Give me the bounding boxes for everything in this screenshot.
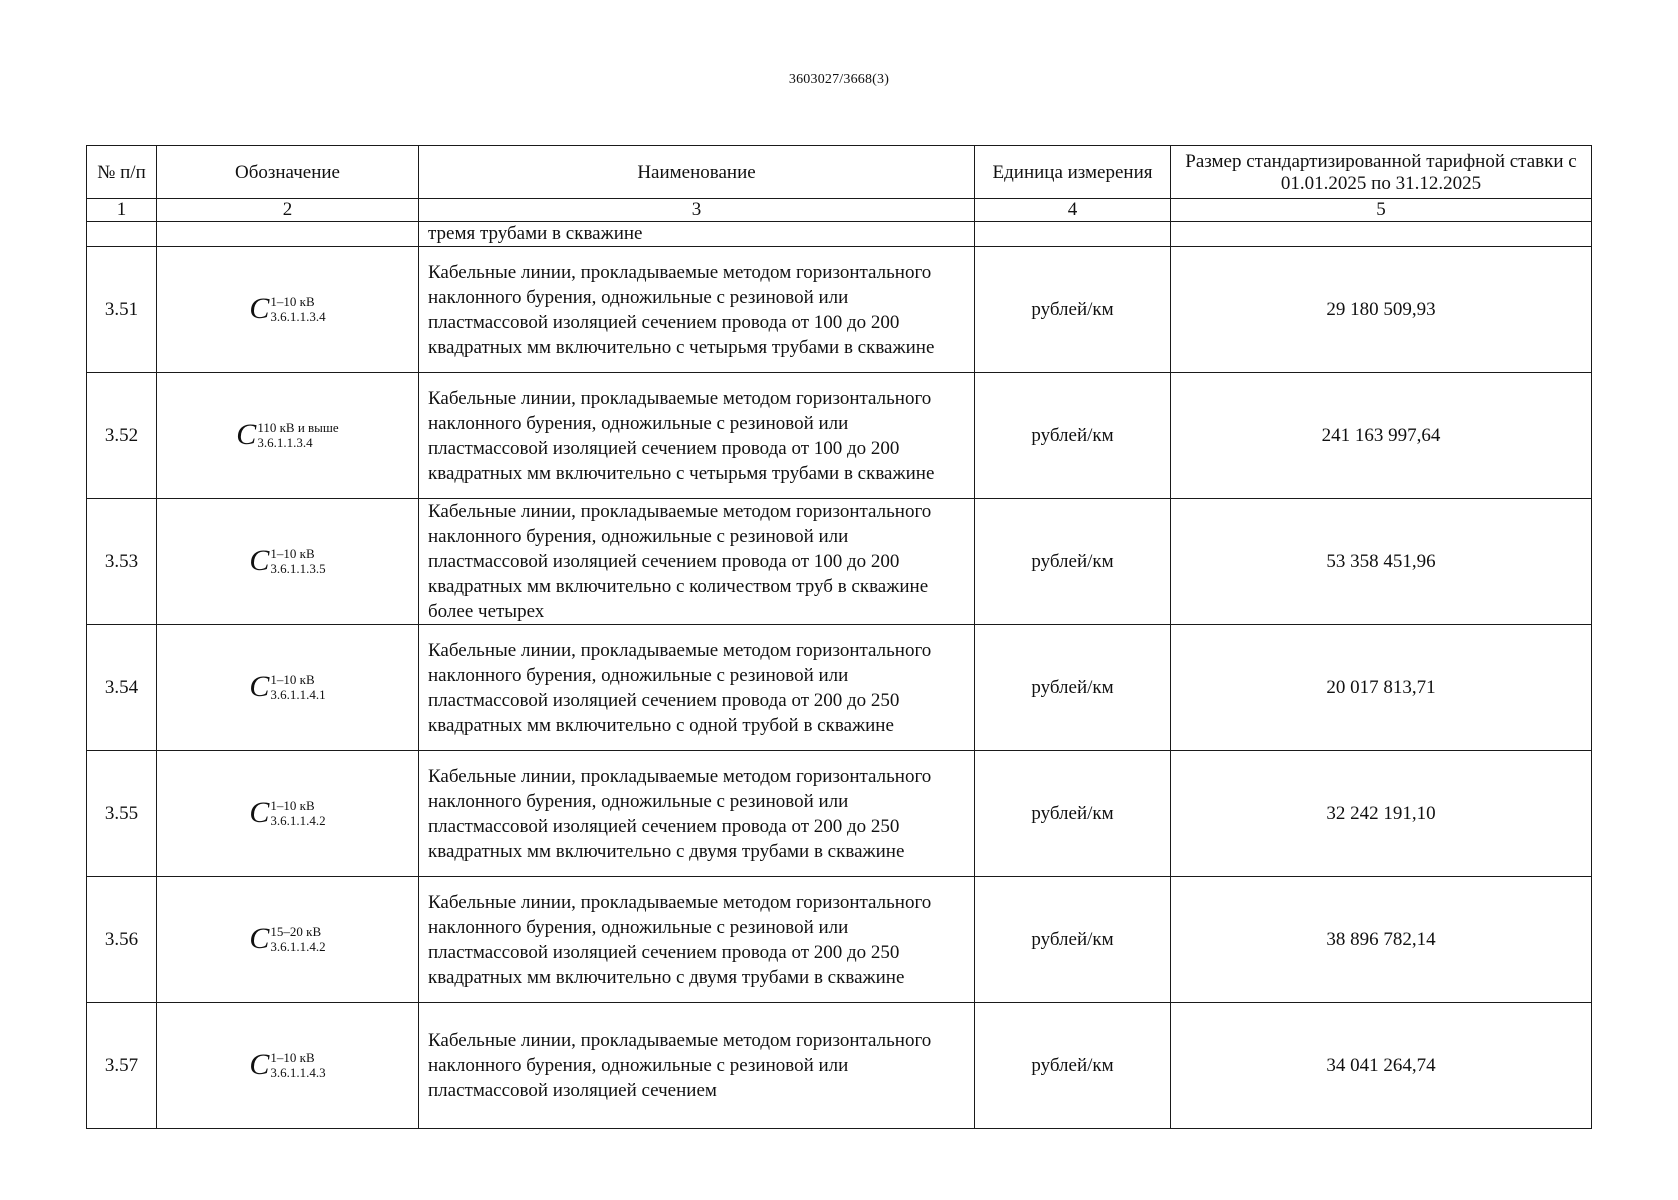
designation-superscript: 1–10 кВ: [270, 1050, 315, 1065]
row-unit: рублей/км: [975, 373, 1171, 499]
column-number: 4: [975, 199, 1171, 222]
row-unit: рублей/км: [975, 877, 1171, 1003]
designation-letter: C: [249, 1048, 270, 1081]
designation-code: [249, 1050, 325, 1080]
designation-subscript: 3.6.1.1.3.4: [257, 435, 313, 450]
tariff-table: [86, 145, 1592, 1129]
designation-subscript: 3.6.1.1.4.2: [270, 813, 326, 828]
row-number: 3.57: [87, 1003, 157, 1129]
designation-letter: C: [249, 796, 270, 829]
row-unit: рублей/км: [975, 499, 1171, 625]
table-row: [87, 751, 1592, 877]
row-number: 3.51: [87, 247, 157, 373]
row-name: Кабельные линии, прокладываемые методом горизонтального наклонного бурения, одножильные с резиновой или пластмассовой изоляцией сечением провода от 200 до 250 квадратных мм включительно с двумя трубами в скважине: [419, 751, 975, 877]
row-unit: рублей/км: [975, 751, 1171, 877]
row-name: Кабельные линии, прокладываемые методом горизонтального наклонного бурения, одножильные с резиновой или пластмассовой изоляцией сечением провода от 100 до 200 квадратных мм включительно с количеством труб в скважине более четырех: [419, 499, 975, 625]
row-name: Кабельные линии, прокладываемые методом горизонтального наклонного бурения, одножильные с резиновой или пластмассовой изоляцией сечением провода от 100 до 200 квадратных мм включительно с четырьмя трубами в скважине: [419, 373, 975, 499]
designation-cell: [157, 877, 419, 1003]
designation-superscript: 1–10 кВ: [270, 672, 315, 687]
row-number: 3.55: [87, 751, 157, 877]
row-number: 3.53: [87, 499, 157, 625]
header-rate: Размер стандартизированной тарифной ставки с 01.01.2025 по 31.12.2025: [1171, 146, 1592, 199]
designation-code: [249, 546, 325, 576]
designation-cell: [157, 499, 419, 625]
designation-code: [249, 672, 325, 702]
designation-letter: C: [249, 292, 270, 325]
row-value: 38 896 782,14: [1171, 877, 1592, 1003]
designation-superscript: 1–10 кВ: [270, 546, 315, 561]
designation-superscript: 15–20 кВ: [270, 924, 322, 939]
header-unit: Единица измерения: [975, 146, 1171, 199]
designation-cell: [157, 373, 419, 499]
continuation-row: [87, 222, 1592, 247]
column-number-row: [87, 199, 1592, 222]
row-name: Кабельные линии, прокладываемые методом горизонтального наклонного бурения, одножильные с резиновой или пластмассовой изоляцией сечением провода от 100 до 200 квадратных мм включительно с четырьмя трубами в скважине: [419, 247, 975, 373]
column-number: 3: [419, 199, 975, 222]
row-value: 32 242 191,10: [1171, 751, 1592, 877]
row-number: 3.52: [87, 373, 157, 499]
designation-code: [249, 924, 325, 954]
designation-subscript: 3.6.1.1.3.4: [270, 309, 326, 324]
designation-superscript: 1–10 кВ: [270, 798, 315, 813]
continuation-value: [1171, 222, 1592, 247]
designation-scripts: [257, 421, 338, 449]
table-row: [87, 373, 1592, 499]
column-number: 5: [1171, 199, 1592, 222]
row-name: Кабельные линии, прокладываемые методом горизонтального наклонного бурения, одножильные с резиновой или пластмассовой изоляцией сечением провода от 200 до 250 квадратных мм включительно с двумя трубами в скважине: [419, 877, 975, 1003]
header-name: Наименование: [419, 146, 975, 199]
designation-subscript: 3.6.1.1.4.3: [270, 1065, 326, 1080]
designation-cell: [157, 751, 419, 877]
designation-code: [236, 420, 338, 450]
row-name: Кабельные линии, прокладываемые методом горизонтального наклонного бурения, одножильные с резиновой или пластмассовой изоляцией сечением: [419, 1003, 975, 1129]
row-number: 3.56: [87, 877, 157, 1003]
designation-letter: C: [249, 544, 270, 577]
table-row: [87, 625, 1592, 751]
designation-scripts: [270, 673, 325, 701]
designation-letter: C: [236, 418, 257, 451]
table-row: [87, 877, 1592, 1003]
header-row: [87, 146, 1592, 199]
continuation-code: [157, 222, 419, 247]
designation-cell: [157, 625, 419, 751]
row-value: 34 041 264,74: [1171, 1003, 1592, 1129]
row-name: Кабельные линии, прокладываемые методом горизонтального наклонного бурения, одножильные с резиновой или пластмассовой изоляцией сечением провода от 200 до 250 квадратных мм включительно с одной трубой в скважине: [419, 625, 975, 751]
row-unit: рублей/км: [975, 625, 1171, 751]
table-row: [87, 1003, 1592, 1129]
column-number: 2: [157, 199, 419, 222]
designation-scripts: [270, 547, 325, 575]
row-unit: рублей/км: [975, 247, 1171, 373]
continuation-num: [87, 222, 157, 247]
header-designation: Обозначение: [157, 146, 419, 199]
header-num: № п/п: [87, 146, 157, 199]
designation-scripts: [270, 925, 325, 953]
designation-cell: [157, 247, 419, 373]
table-row: [87, 499, 1592, 625]
designation-scripts: [270, 799, 325, 827]
table-row: [87, 247, 1592, 373]
designation-letter: C: [249, 670, 270, 703]
row-unit: рублей/км: [975, 1003, 1171, 1129]
designation-superscript: 110 кВ и выше: [257, 420, 339, 435]
row-value: 53 358 451,96: [1171, 499, 1592, 625]
designation-code: [249, 798, 325, 828]
document-number: 3603027/3668(3): [788, 72, 890, 87]
row-value: 241 163 997,64: [1171, 373, 1592, 499]
continuation-unit: [975, 222, 1171, 247]
row-value: 29 180 509,93: [1171, 247, 1592, 373]
designation-letter: C: [249, 922, 270, 955]
row-number: 3.54: [87, 625, 157, 751]
designation-scripts: [270, 295, 325, 323]
designation-scripts: [270, 1051, 325, 1079]
designation-subscript: 3.6.1.1.4.2: [270, 939, 326, 954]
designation-subscript: 3.6.1.1.4.1: [270, 687, 326, 702]
row-value: 20 017 813,71: [1171, 625, 1592, 751]
designation-superscript: 1–10 кВ: [270, 294, 315, 309]
designation-code: [249, 294, 325, 324]
continuation-name: тремя трубами в скважине: [419, 222, 975, 247]
designation-cell: [157, 1003, 419, 1129]
column-number: 1: [87, 199, 157, 222]
designation-subscript: 3.6.1.1.3.5: [270, 561, 326, 576]
